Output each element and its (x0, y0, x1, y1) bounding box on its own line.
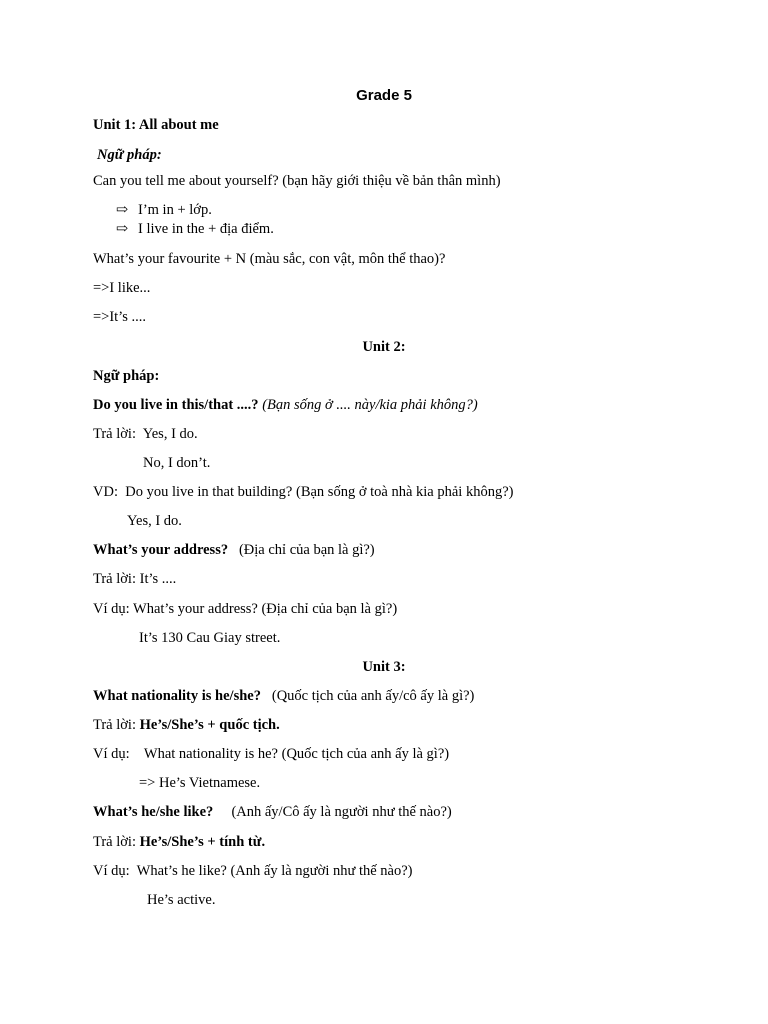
question-text: What nationality is he/she? (93, 688, 261, 704)
page-title: Grade 5 (356, 87, 412, 104)
question-text: What’s he/she like? (93, 804, 214, 820)
unit2-question-2-answer: Trả lời: It’s .... (93, 571, 177, 587)
unit3-question-1 (93, 687, 474, 705)
unit2-answer-yes (93, 425, 198, 443)
unit2-question-2 (93, 541, 375, 559)
unit3-answer-1 (93, 716, 280, 734)
unit3-heading: Unit 3: (362, 659, 406, 675)
answer-label: Trả lời: (93, 717, 136, 733)
unit1-bullet-1 (116, 201, 212, 219)
question-translation: (Anh ấy/Cô ấy là người như thế nào?) (231, 804, 452, 820)
unit1-favourite-question: What’s your favourite + N (màu sắc, con vật, môn thể thao)? (93, 251, 446, 267)
unit3-example-2-answer: He’s active. (147, 892, 216, 908)
example-label: Ví dụ: (93, 601, 130, 617)
answer-text: He’s/She’s + tính từ. (139, 834, 266, 850)
example-text: What nationality is he? (Quốc tịch của anh ấy là gì?) (143, 746, 450, 762)
question-translation: (Bạn sống ở .... này/kia phải không?) (262, 397, 478, 413)
unit1-question: Can you tell me about yourself? (bạn hãy giới thiệu về bản thân mình) (93, 173, 501, 189)
arrow-right-icon: ⇨ (116, 202, 129, 218)
example-text: Do you live in that building? (Bạn sống ở toà nhà kia phải không?) (125, 484, 514, 500)
example-label: Ví dụ: (93, 746, 130, 762)
unit2-example-2-answer: It’s 130 Cau Giay street. (139, 630, 281, 646)
unit3-example-2 (93, 862, 413, 880)
example-text: What’s he like? (Anh ấy là người như thế nào?) (136, 863, 413, 879)
answer-text: He’s/She’s + quốc tịch. (139, 717, 280, 733)
unit2-grammar-label: Ngữ pháp: (93, 368, 160, 384)
question-translation: (Địa chỉ của bạn là gì?) (238, 542, 375, 558)
unit3-example-1 (93, 745, 449, 763)
unit1-heading: Unit 1: All about me (93, 117, 219, 133)
example-label: Ví dụ: (93, 863, 130, 879)
unit2-example-1 (93, 483, 513, 501)
unit2-heading: Unit 2: (362, 339, 406, 355)
unit2-example-1-answer: Yes, I do. (127, 513, 182, 529)
question-text: What’s your address? (93, 542, 229, 558)
answer-text: Yes, I do. (142, 426, 198, 442)
question-translation: (Quốc tịch của anh ấy/cô ấy là gì?) (271, 688, 475, 704)
unit2-answer-no: No, I don’t. (143, 455, 211, 471)
unit1-answer-its: =>It’s .... (93, 309, 147, 325)
bullet-text: I live in the + địa điểm. (138, 221, 274, 237)
question-text: Do you live in this/that ....? (93, 397, 259, 413)
unit3-answer-2 (93, 833, 265, 851)
unit2-question-1 (93, 396, 478, 414)
example-text: What’s your address? (Địa chỉ của bạn là gì?) (133, 601, 398, 617)
answer-label: Trả lời: (93, 834, 136, 850)
unit3-example-1-answer: => He’s Vietnamese. (139, 775, 261, 791)
answer-label: Trả lời: (93, 426, 136, 442)
unit3-question-2 (93, 803, 452, 821)
unit2-example-2 (93, 600, 397, 618)
example-label: VD: (93, 484, 118, 500)
arrow-right-icon: ⇨ (116, 221, 129, 237)
unit1-answer-like: =>I like... (93, 280, 151, 296)
unit1-bullet-2 (116, 220, 274, 238)
unit1-grammar-label: Ngữ pháp: (97, 147, 162, 163)
bullet-text: I’m in + lớp. (138, 202, 212, 218)
